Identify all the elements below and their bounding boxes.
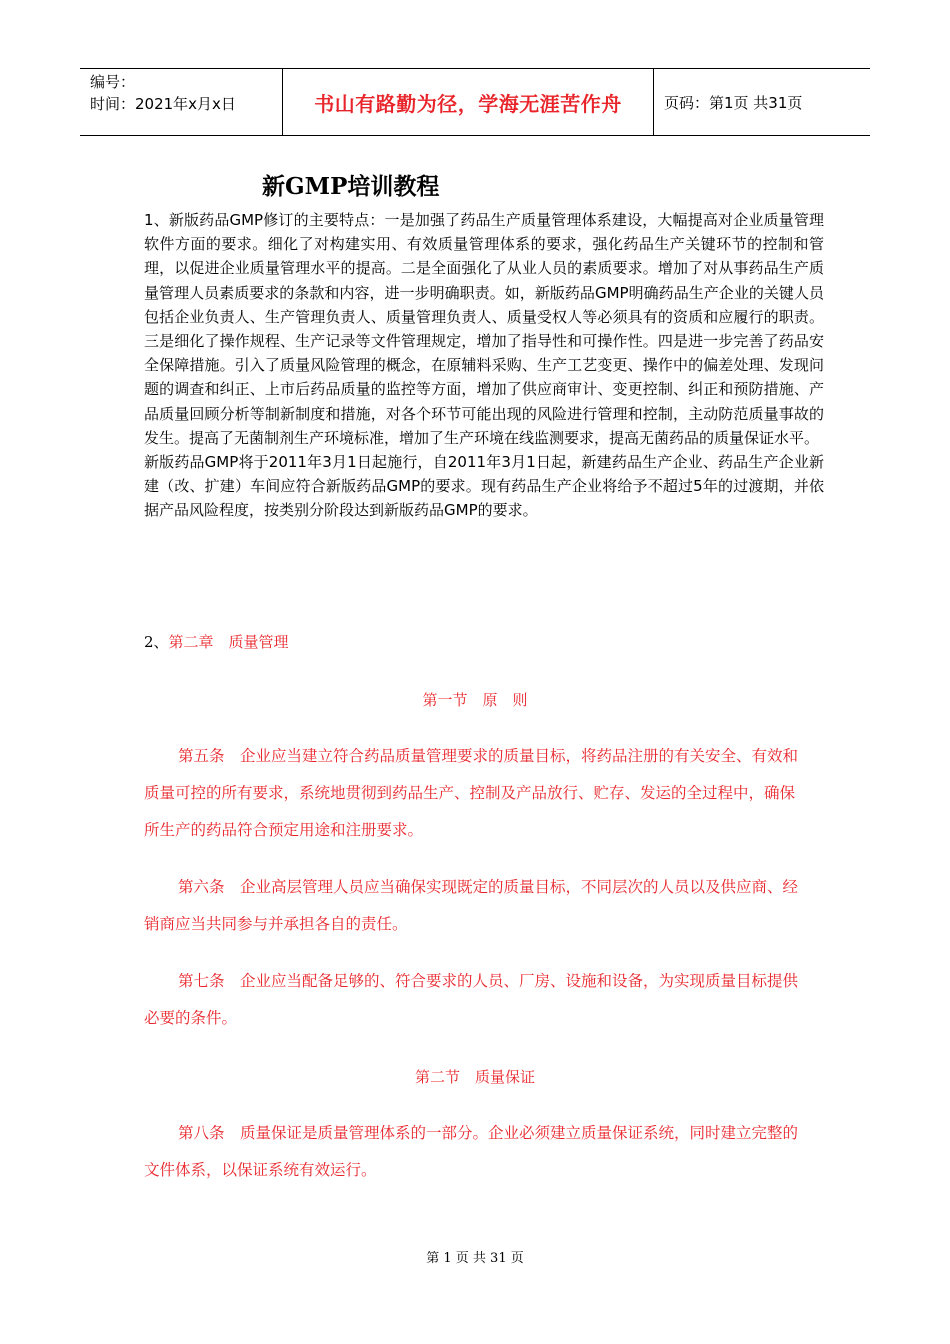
page-header bbox=[80, 68, 870, 136]
number-label: 编号： bbox=[90, 73, 136, 91]
date-label: 时间：2021年x月x日 bbox=[90, 95, 236, 113]
intro-paragraph-1: 1、新版药品GMP修订的主要特点：一是加强了药品生产质量管理体系建设，大幅提高对企业质量管理软件方面的要求。细化了对构建实用、有效质量管理体系的要求，强化药品生产关键环节的控制和管理，以促进企业质量管理水平的提高。二是全面强化了从业人员的素质要求。增加了对从事药品生产质量管理人员素质要求的条款和内容，进一步明确职责。如，新版药品GMP明确药品生产企业的关键人员包括企业负责人、生产管理负责人、质量管理负责人、质量受权人等必须具有的资质和应履行的职责。三是细化了操作规程、生产记录等文件管理规定，增加了指导性和可操作性。四是进一步完善了药品安全保障措施。引入了质量风险管理的概念，在原辅料采购、生产工艺变更、操作中的偏差处理、发现问题的调查和纠正、上市后药品质量的监控等方面，增加了供应商审计、变更控制、纠正和预防措施、产品质量回顾分析等制新制度和措施，对各个环节可能出现的风险进行管理和控制，主动防范质量事故的发生。提高了无菌制剂生产环境标准，增加了生产环境在线监测要求，提高无菌药品的质量保证水平。 bbox=[144, 211, 824, 447]
section-heading-2: 第二节 质量保证 bbox=[414, 1068, 535, 1086]
chapter-prefix: 2、 bbox=[144, 633, 169, 651]
page-footer: 第 1 页 共 31 页 bbox=[426, 1251, 524, 1266]
header-page-info: 页码：第1页 共31页 bbox=[664, 93, 803, 112]
chapter-heading bbox=[144, 631, 289, 652]
header-meta bbox=[80, 69, 282, 135]
section-heading-1: 第一节 原 则 bbox=[422, 691, 528, 709]
chapter-title: 第二章 质量管理 bbox=[168, 633, 289, 651]
article-8: 第八条 质量保证是质量管理体系的一部分。企业必须建立质量保证系统，同时建立完整的文件体系，以保证系统有效运行。 bbox=[144, 1124, 799, 1179]
article-6: 第六条 企业高层管理人员应当确保实现既定的质量目标，不同层次的人员以及供应商、经销商应当共同参与并承担各自的责任。 bbox=[144, 878, 799, 933]
intro-paragraph-2: 新版药品GMP将于2011年3月1日起施行，自2011年3月1日起，新建药品生产企业、药品生产企业新建（改、扩建）车间应符合新版药品GMP的要求。现有药品生产企业将给予不超过5年的过渡期，并依据产品风险程度，按类别分阶段达到新版药品GMP的要求。 bbox=[144, 453, 824, 520]
document-title: 新GMP培训教程 bbox=[262, 173, 440, 200]
article-5: 第五条 企业应当建立符合药品质量管理要求的质量目标，将药品注册的有关安全、有效和质量可控的所有要求，系统地贯彻到药品生产、控制及产品放行、贮存、发运的全过程中，确保所生产的药品符合预定用途和注册要求。 bbox=[144, 747, 799, 839]
intro-section bbox=[144, 208, 824, 523]
article-7: 第七条 企业应当配备足够的、符合要求的人员、厂房、设施和设备，为实现质量目标提供必要的条件。 bbox=[144, 972, 799, 1027]
header-motto: 书山有路勤为径，学海无涯苦作舟 bbox=[282, 69, 654, 135]
